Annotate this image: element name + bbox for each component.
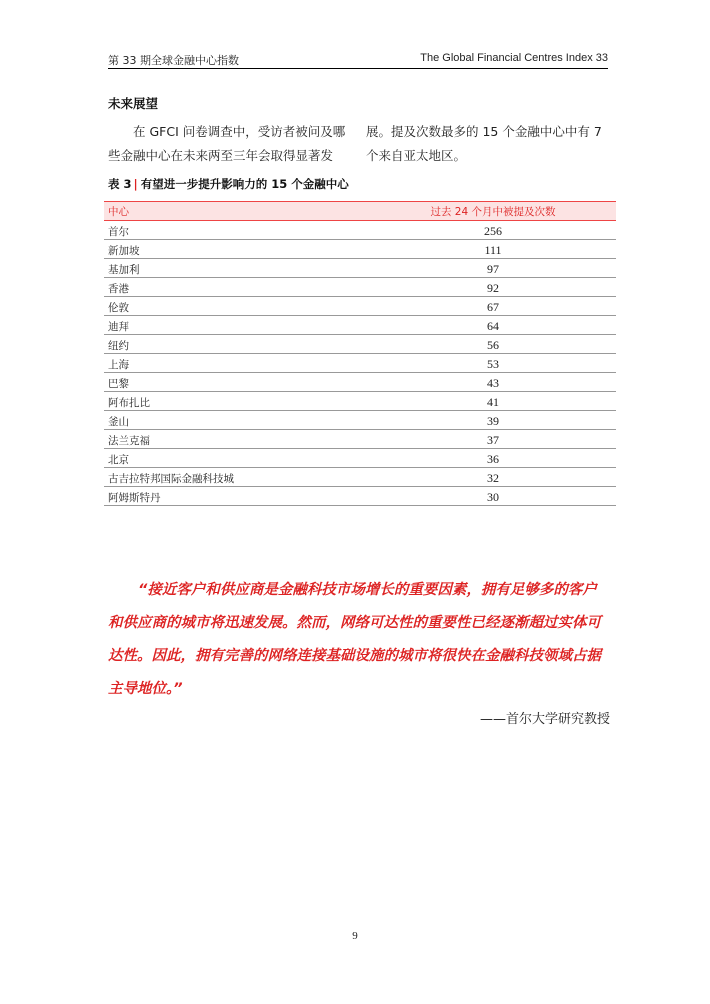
table-row: [104, 468, 616, 487]
column-header-mentions: 过去 24 个月中被提及次数: [370, 202, 616, 221]
cell-mention-count: 97: [370, 259, 616, 278]
cell-centre-name: 基加利: [104, 259, 370, 278]
pull-quote: “接近客户和供应商是金融科技市场增长的重要因素，拥有足够多的客户和供应商的城市将迅速发展。然而，网络可达性的重要性已经逐渐超过实体可达性。因此，拥有完善的网络连接基础设施的城市将很快在金融科技领域占据主导地位。”: [108, 582, 601, 697]
table-row: [104, 373, 616, 392]
cell-centre-name: 上海: [104, 354, 370, 373]
table-caption-label: 表 3: [108, 177, 132, 191]
table-row: [104, 411, 616, 430]
cell-centre-name: 古吉拉特邦国际金融科技城: [104, 468, 370, 487]
header-title-en: The Global Financial Centres Index 33: [420, 52, 608, 64]
table-caption-text: 有望进一步提升影响力的 15 个金融中心: [140, 177, 349, 191]
cell-mention-count: 43: [370, 373, 616, 392]
cell-mention-count: 67: [370, 297, 616, 316]
cell-centre-name: 新加坡: [104, 240, 370, 259]
cell-mention-count: 53: [370, 354, 616, 373]
header-title-zh: 第 33 期全球金融中心指数: [108, 54, 239, 67]
column-header-centre: 中心: [104, 202, 370, 221]
cell-mention-count: 32: [370, 468, 616, 487]
cell-centre-name: 香港: [104, 278, 370, 297]
cell-centre-name: 阿姆斯特丹: [104, 487, 370, 506]
table-row: [104, 335, 616, 354]
cell-centre-name: 釜山: [104, 411, 370, 430]
table-row: [104, 392, 616, 411]
cell-mention-count: 36: [370, 449, 616, 468]
cell-centre-name: 法兰克福: [104, 430, 370, 449]
table-row: [104, 316, 616, 335]
cell-mention-count: 56: [370, 335, 616, 354]
cell-mention-count: 111: [370, 240, 616, 259]
table-row: [104, 430, 616, 449]
running-header: [108, 50, 608, 69]
cell-centre-name: 阿布扎比: [104, 392, 370, 411]
cell-centre-name: 伦敦: [104, 297, 370, 316]
cell-mention-count: 37: [370, 430, 616, 449]
table-row: [104, 278, 616, 297]
cell-mention-count: 256: [370, 221, 616, 240]
quote-attribution: ——首尔大学研究教授: [479, 712, 610, 727]
cell-mention-count: 41: [370, 392, 616, 411]
table-header-row: [104, 202, 616, 221]
cell-centre-name: 北京: [104, 449, 370, 468]
table-row: [104, 354, 616, 373]
cell-centre-name: 迪拜: [104, 316, 370, 335]
table-body: [104, 221, 616, 506]
table-row: [104, 221, 616, 240]
table-row: [104, 297, 616, 316]
cell-centre-name: 首尔: [104, 221, 370, 240]
caption-divider: |: [133, 177, 138, 191]
financial-centres-table: [104, 201, 616, 506]
cell-centre-name: 巴黎: [104, 373, 370, 392]
intro-paragraph-col2: 展。提及次数最多的 15 个金融中心中有 7 个来自亚太地区。: [366, 124, 602, 163]
table-row: [104, 487, 616, 506]
intro-paragraph-col1: 在 GFCI 问卷调查中，受访者被问及哪些金融中心在未来两至三年会取得显著发: [108, 124, 346, 163]
table-caption: [108, 176, 349, 192]
section-title: 未来展望: [108, 96, 159, 111]
cell-mention-count: 39: [370, 411, 616, 430]
table-row: [104, 259, 616, 278]
table-row: [104, 240, 616, 259]
cell-centre-name: 纽约: [104, 335, 370, 354]
cell-mention-count: 92: [370, 278, 616, 297]
cell-mention-count: 64: [370, 316, 616, 335]
table-row: [104, 449, 616, 468]
page-number: 9: [352, 930, 358, 942]
cell-mention-count: 30: [370, 487, 616, 506]
